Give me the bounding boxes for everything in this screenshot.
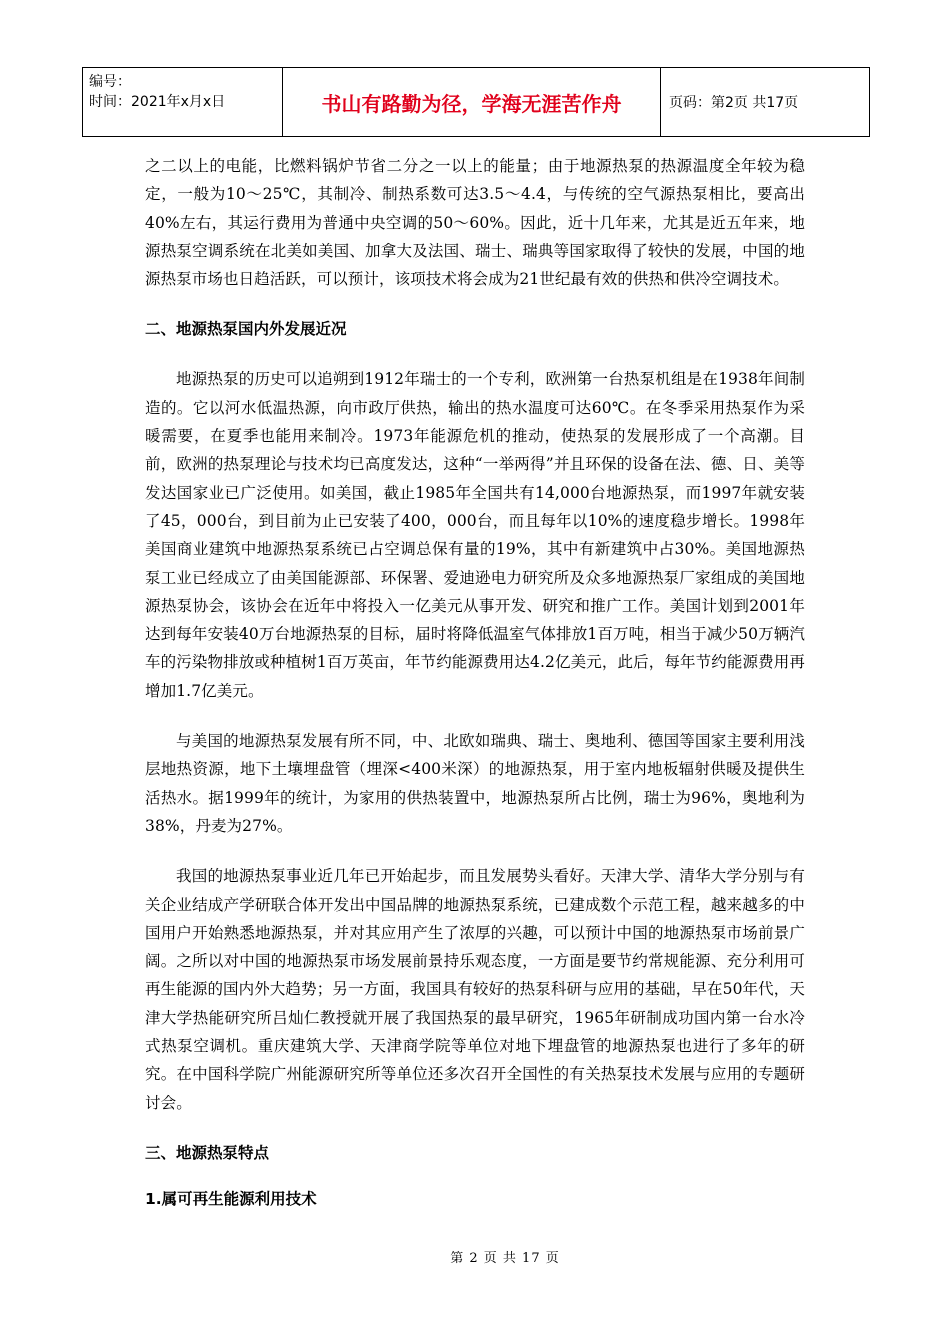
page-footer	[0, 1247, 950, 1266]
paragraph-history: 地源热泵的历史可以追朔到1912年瑞士的一个专利，欧洲第一台热泵机组是在1938年间制造的。它以河水低温热源，向市政厅供热，输出的热水温度可达60℃。在冬季采用热泵作为采暖需要，在夏季也能用来制冷。1973年能源危机的推动，使热泵的发展形成了一个高潮。目前，欧洲的热泵理论与技术均已高度发达，这种“一举两得”并且环保的设备在法、德、日、美等发达国家业已广泛使用。如美国，截止1985年全国共有14,000台地源热泵，而1997年就安装了45，000台，到目前为止已安装了400，000台，而且每年以10%的速度稳步增长。1998年美国商业建筑中地源热泵系统已占空调总保有量的19%，其中有新建筑中占30%。美国地源热泵工业已经成立了由美国能源部、环保署、爱迪逊电力研究所及众多地源热泵厂家组成的美国地源热泵协会，该协会在近年中将投入一亿美元从事开发、研究和推广工作。美国计划到2001年达到每年安装40万台地源热泵的目标，届时将降低温室气体排放1百万吨，相当于减少50万辆汽车的污染物排放或种植树1百万英亩，年节约能源费用达4.2亿美元，此后，每年节约能源费用再增加1.7亿美元。	[145, 370, 805, 700]
subsection-heading-renewable: 1.属可再生能源利用技术	[145, 1189, 317, 1208]
header-page-number: 页码：第2页 共17页	[669, 95, 799, 111]
document-header	[82, 67, 870, 137]
paragraph-europe: 与美国的地源热泵发展有所不同，中、北欧如瑞典、瑞士、奥地利、德国等国家主要利用浅层地热资源，地下土壤埋盘管（埋深<400米深）的地源热泵，用于室内地板辐射供暖及提供生活热水。据1999年的统计，为家用的供热装置中，地源热泵所占比例，瑞士为96%，奥地利为38%，丹麦为27%。	[145, 732, 805, 835]
section-heading-features: 三、地源热泵特点	[145, 1143, 270, 1162]
paragraph-china: 我国的地源热泵事业近几年已开始起步，而且发展势头看好。天津大学、清华大学分别与有关企业结成产学研联合体开发出中国品牌的地源热泵系统，已建成数个示范工程，越来越多的中国用户开始熟悉地源热泵，并对其应用产生了浓厚的兴趣，可以预计中国的地源热泵市场前景广阔。之所以对中国的地源热泵市场发展前景持乐观态度，一方面是要节约常规能源、充分利用可再生能源的国内外大趋势；另一方面，我国具有较好的热泵科研与应用的基础，早在50年代，天津大学热能研究所吕灿仁教授就开展了我国热泵的最早研究，1965年研制成功国内第一台水冷式热泵空调机。重庆建筑大学、天津商学院等单位对地下埋盘管的地源热泵也进行了多年的研究。在中国科学院广州能源研究所等单位还多次召开全国性的有关热泵技术发展与应用的专题研讨会。	[145, 867, 805, 1112]
paragraph-intro-continued: 之二以上的电能，比燃料锅炉节省二分之一以上的能量；由于地源热泵的热源温度全年较为稳定，一般为10～25℃，其制冷、制热系数可达3.5～4.4，与传统的空气源热泵相比，要高出40%左右，其运行费用为普通中央空调的50～60%。因此，近十几年来，尤其是近五年来，地源热泵空调系统在北美如美国、加拿大及法国、瑞士、瑞典等国家取得了较快的发展，中国的地源热泵市场也日趋活跃，可以预计，该项技术将会成为21世纪最有效的供热和供冷空调技术。	[145, 157, 805, 289]
header-date: 时间：2021年x月x日	[89, 94, 226, 110]
document-body	[145, 152, 805, 1213]
section-heading-development: 二、地源热泵国内外发展近况	[145, 320, 347, 339]
header-motto: 书山有路勤为径，学海无涯苦作舟	[283, 68, 661, 136]
footer-page-number: 第 2 页 共 17 页	[450, 1251, 560, 1266]
header-number: 编号：	[89, 74, 131, 90]
header-meta	[83, 68, 283, 136]
